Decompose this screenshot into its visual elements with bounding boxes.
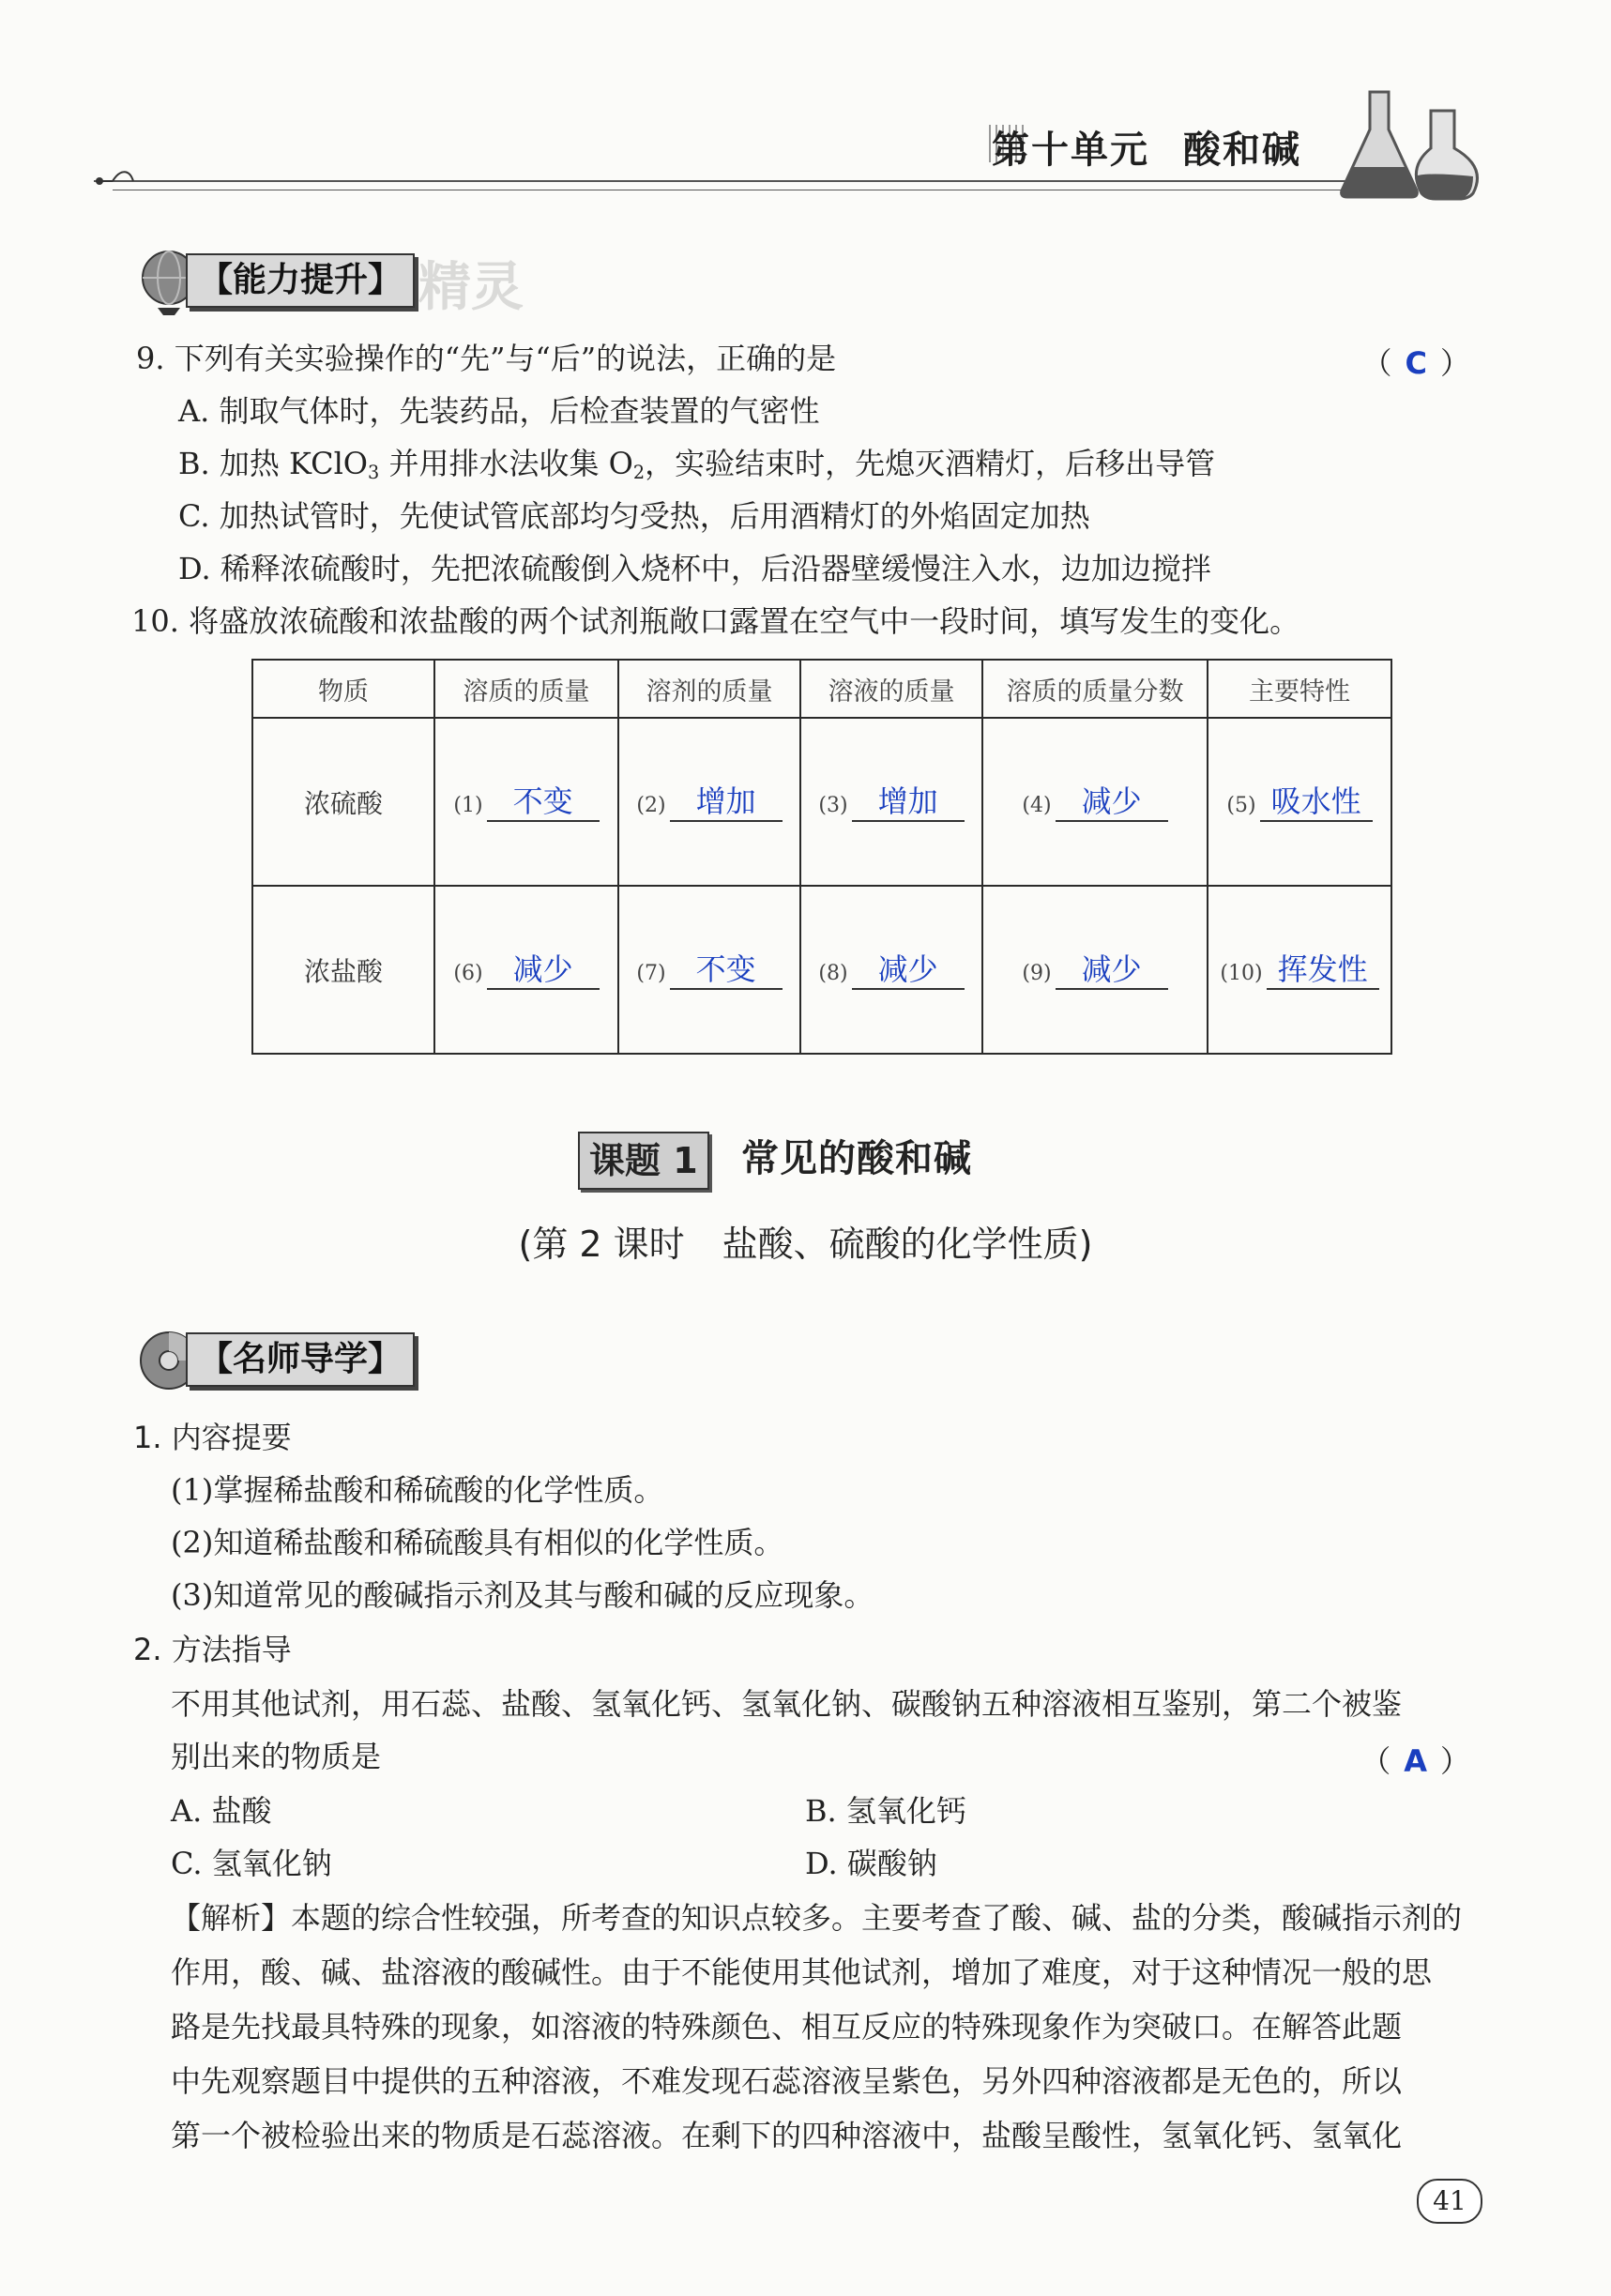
analysis-line: 【解析】本题的综合性较强，所考查的知识点较多。主要考查了酸、碱、盐的分类，酸碱指示剂的 xyxy=(171,1900,1463,1936)
page-number: 41 xyxy=(1417,2179,1482,2224)
blank-answer: 增加 xyxy=(852,783,965,822)
answer-cell xyxy=(618,886,800,1054)
table-header: 主要特性 xyxy=(1208,660,1391,718)
method-text: 别出来的物质是 xyxy=(171,1739,382,1774)
q9-answer: C xyxy=(1405,345,1427,381)
answer-cell xyxy=(982,718,1208,886)
unit-title: 第十单元 xyxy=(992,128,1149,172)
answer-cell xyxy=(1208,886,1391,1054)
answer-cell xyxy=(434,718,618,886)
content-heading-1: 1. 内容提要 xyxy=(133,1420,292,1455)
blank-answer: 不变 xyxy=(670,950,783,990)
method-answer-bracket: （ A ） xyxy=(1360,1743,1470,1779)
content-point: (3)知道常见的酸碱指示剂及其与酸和碱的反应现象。 xyxy=(171,1577,874,1613)
analysis-line: 中先观察题目中提供的五种溶液，不难发现石蕊溶液呈紫色，另外四种溶液都是无色的，所以 xyxy=(171,2063,1403,2099)
q9-answer-bracket: （ C ） xyxy=(1361,345,1470,381)
blank-number: (7) xyxy=(636,961,666,985)
lesson-title: 常见的酸和碱 xyxy=(741,1137,972,1180)
blank-number: (5) xyxy=(1226,793,1256,817)
section-ability-title: 【能力提升】 xyxy=(186,253,415,308)
table-row xyxy=(252,886,1391,1054)
blank-answer: 减少 xyxy=(1056,950,1168,990)
table-header: 溶质的质量分数 xyxy=(982,660,1208,718)
blank-answer: 减少 xyxy=(1056,783,1168,822)
blank-answer: 不变 xyxy=(487,783,600,822)
q9-option-b: B. 加热 KClO$_3$ 并用排水法收集 $O_2$，实验结束时，先熄灭酒精灯，后移出导管 xyxy=(178,446,1216,483)
analysis-line: 第一个被检验出来的物质是石蕊溶液。在剩下的四种溶液中，盐酸呈酸性，氢氧化钙、氢氧化 xyxy=(171,2118,1403,2153)
q9-option-c: C. 加热试管时，先使试管底部均匀受热，后用酒精灯的外焰固定加热 xyxy=(178,498,1090,534)
analysis-line: 路是先找最具特殊的现象，如溶液的特殊颜色、相互反应的特殊现象作为突破口。在解答此题 xyxy=(171,2009,1403,2045)
blank-answer: 减少 xyxy=(852,950,965,990)
q9-stem: 9. 下列有关实验操作的“先”与“后”的说法，正确的是 xyxy=(136,341,837,376)
table-header: 溶质的质量 xyxy=(434,660,618,718)
header-arrow-icon xyxy=(92,165,148,197)
table-header: 溶剂的质量 xyxy=(618,660,800,718)
substance-cell: 浓硫酸 xyxy=(252,718,434,886)
table-row xyxy=(252,718,1391,886)
method-text: 不用其他试剂，用石蕊、盐酸、氢氧化钙、氢氧化钠、碳酸钠五种溶液相互鉴别，第二个被鉴 xyxy=(171,1686,1403,1722)
blank-answer: 挥发性 xyxy=(1267,950,1379,990)
unit-header xyxy=(992,120,1301,174)
method-answer: A xyxy=(1404,1743,1427,1779)
analysis-line: 作用，酸、碱、盐溶液的酸碱性。由于不能使用其他试剂，增加了难度，对于这种情况一般的思 xyxy=(171,1954,1433,1990)
blank-answer: 减少 xyxy=(487,950,600,990)
blank-number: (2) xyxy=(636,793,666,817)
content-point: (2)知道稀盐酸和稀硫酸具有相似的化学性质。 xyxy=(171,1525,784,1560)
q9-option-d: D. 稀释浓硫酸时，先把浓硫酸倒入烧杯中，后沿器壁缓慢注入水，边加边搅拌 xyxy=(178,551,1211,586)
section-teacher-banner xyxy=(131,1325,469,1391)
watermark-text: 精灵 xyxy=(418,257,524,318)
header-rule xyxy=(94,180,1389,182)
q10-table xyxy=(251,659,1392,1055)
substance-cell: 浓盐酸 xyxy=(252,886,434,1054)
blank-answer: 增加 xyxy=(670,783,783,822)
q10-stem: 10. 将盛放浓硫酸和浓盐酸的两个试剂瓶敞口露置在空气中一段时间，填写发生的变化。 xyxy=(131,603,1300,639)
answer-cell xyxy=(982,886,1208,1054)
answer-cell xyxy=(800,886,982,1054)
answer-cell xyxy=(618,718,800,886)
answer-cell xyxy=(434,886,618,1054)
content-point: (1)掌握稀盐酸和稀硫酸的化学性质。 xyxy=(171,1472,664,1508)
blank-number: (8) xyxy=(818,961,848,985)
method-option-a: A. 盐酸 xyxy=(171,1793,272,1829)
table-header: 物质 xyxy=(252,660,434,718)
table-header: 溶液的质量 xyxy=(800,660,982,718)
blank-number: (9) xyxy=(1022,961,1052,985)
blank-number: (3) xyxy=(818,793,848,817)
method-option-c: C. 氢氧化钠 xyxy=(171,1846,332,1881)
q9-option-a: A. 制取气体时，先装药品，后检查装置的气密性 xyxy=(178,393,820,429)
unit-topic: 酸和碱 xyxy=(1183,128,1301,172)
blank-number: (4) xyxy=(1022,793,1052,817)
blank-answer: 吸水性 xyxy=(1260,783,1373,822)
answer-cell xyxy=(1208,718,1391,886)
blank-number: (10) xyxy=(1220,961,1263,985)
lesson-label: 课题 1 xyxy=(578,1132,709,1190)
answer-cell xyxy=(800,718,982,886)
content-heading-2: 2. 方法指导 xyxy=(133,1632,292,1667)
table-header-row xyxy=(252,660,1391,718)
method-option-d: D. 碳酸钠 xyxy=(805,1846,937,1881)
lesson-subtitle: (第 2 课时 盐酸、硫酸的化学性质) xyxy=(518,1224,1093,1265)
flask-icon xyxy=(1332,83,1482,205)
method-option-b: B. 氢氧化钙 xyxy=(805,1793,966,1829)
blank-number: (1) xyxy=(453,793,483,817)
blank-number: (6) xyxy=(453,961,483,985)
section-teacher-title: 【名师导学】 xyxy=(186,1332,415,1387)
